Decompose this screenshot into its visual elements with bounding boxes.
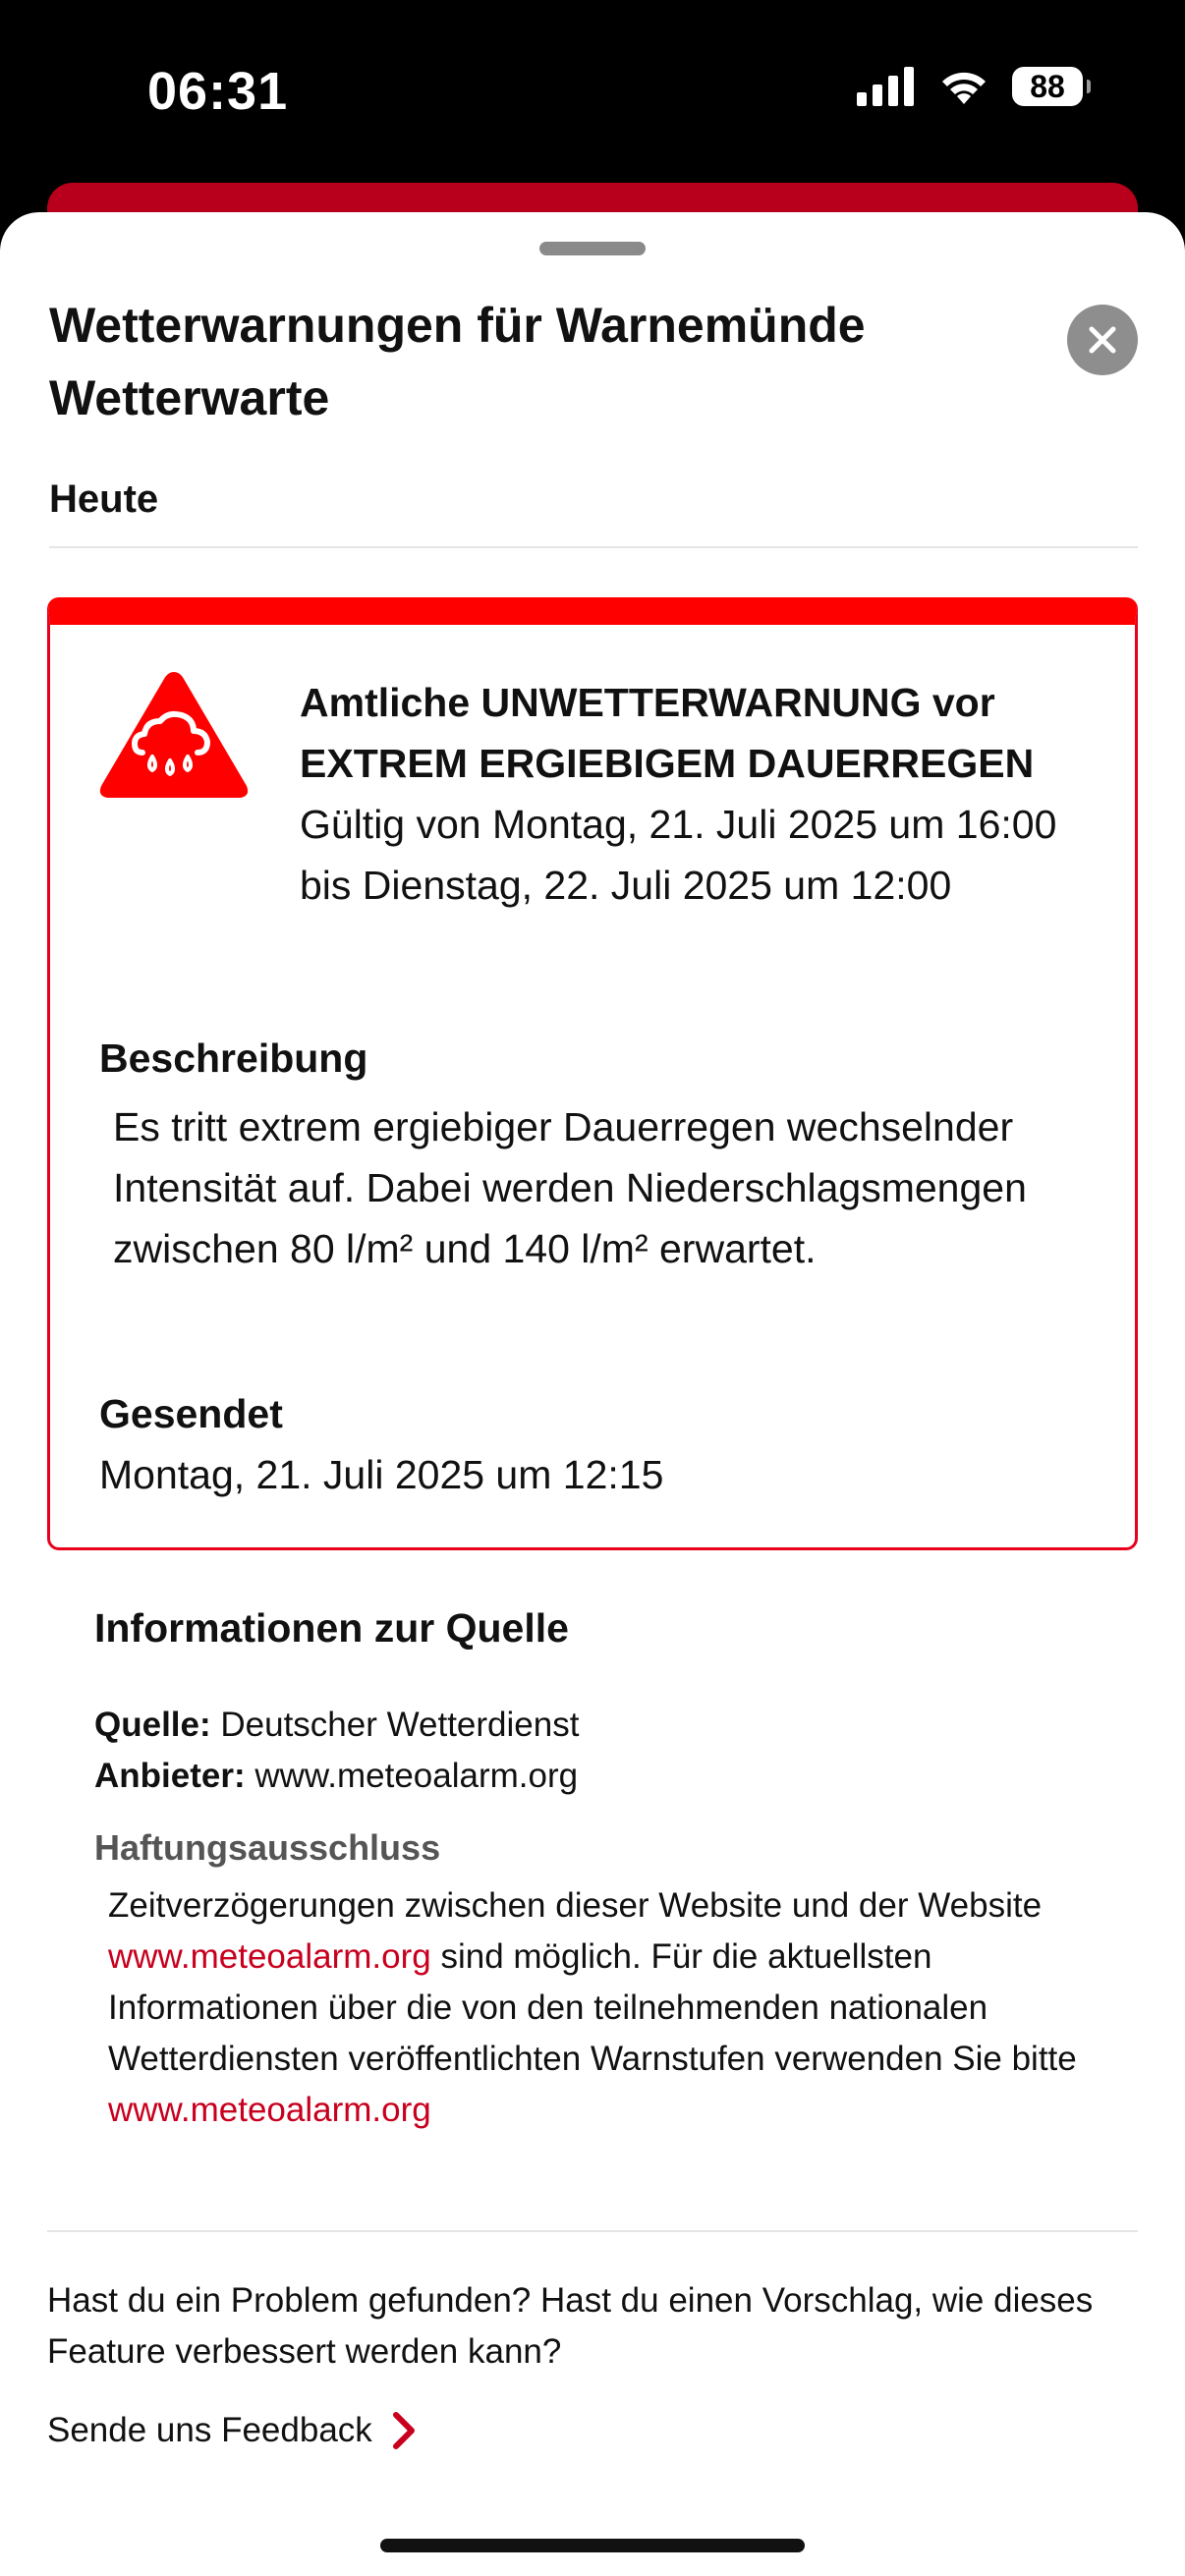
sheet-title: Wetterwarnungen für Warnemünde Wetterwarte	[49, 298, 866, 425]
sent-label: Gesendet	[99, 1391, 283, 1436]
meteoalarm-link-2[interactable]: www.meteoalarm.org	[108, 2091, 431, 2129]
divider	[47, 2230, 1138, 2232]
status-bar	[0, 0, 1185, 187]
source-value: Deutscher Wetterdienst	[220, 1706, 580, 1744]
source-info-heading: Informationen zur Quelle	[94, 1605, 569, 1651]
source-row	[94, 1706, 579, 1745]
sheet-grabber[interactable]	[539, 242, 646, 255]
disclaimer-part-1: Zeitverzögerungen zwischen dieser Website und der Website	[108, 1886, 1043, 1925]
warning-validity: Gültig von Montag, 21. Juli 2025 um 16:00 bis Dienstag, 22. Juli 2025 um 12:00	[300, 802, 1057, 908]
description-label: Beschreibung	[99, 1036, 368, 1081]
warning-card	[47, 597, 1138, 1550]
home-indicator[interactable]	[380, 2539, 805, 2552]
send-feedback-link[interactable]	[47, 2411, 416, 2450]
heavy-rain-warning-icon	[95, 666, 253, 804]
send-feedback-label: Sende uns Feedback	[47, 2411, 372, 2449]
source-label: Quelle:	[94, 1706, 211, 1744]
wifi-icon	[937, 67, 990, 106]
description-text: Es tritt extrem ergiebiger Dauerregen wechselnder Intensität auf. Dabei werden Niederschlagsmengen zwischen 80 l/m² und 140 l/m² erwartet.	[113, 1104, 1027, 1271]
sent-value: Montag, 21. Juli 2025 um 12:15	[99, 1452, 664, 1497]
disclaimer-text	[108, 1880, 1091, 2136]
cellular-signal-icon	[857, 67, 916, 106]
disclaimer-label: Haftungsausschluss	[94, 1827, 441, 1868]
feedback-question: Hast du ein Problem gefunden? Hast du einen Vorschlag, wie dieses Feature verbessert werden kann?	[47, 2281, 1094, 2371]
close-button[interactable]	[1067, 305, 1138, 375]
divider	[49, 546, 1138, 548]
warnings-sheet	[0, 212, 1185, 2576]
disclaimer-part-2: sind möglich. Für die aktuellsten Informationen über die von den teilnehmenden nationalen Wetterdiensten veröffentlichten Warnstufen verwenden Sie bitte	[108, 1937, 1077, 2078]
close-icon	[1088, 325, 1117, 355]
meteoalarm-link[interactable]: www.meteoalarm.org	[108, 1937, 431, 1976]
battery-icon: 88	[1012, 67, 1083, 106]
section-label-today: Heute	[49, 477, 159, 521]
status-time: 06:31	[147, 62, 289, 121]
chevron-right-icon	[392, 2411, 416, 2450]
warning-headline: Amtliche UNWETTERWARNUNG vor EXTREM ERGIEBIGEM DAUERREGEN	[300, 680, 1035, 786]
provider-row	[94, 1757, 578, 1796]
provider-label: Anbieter:	[94, 1757, 246, 1795]
status-icons	[857, 67, 1083, 106]
provider-value: www.meteoalarm.org	[254, 1757, 579, 1795]
